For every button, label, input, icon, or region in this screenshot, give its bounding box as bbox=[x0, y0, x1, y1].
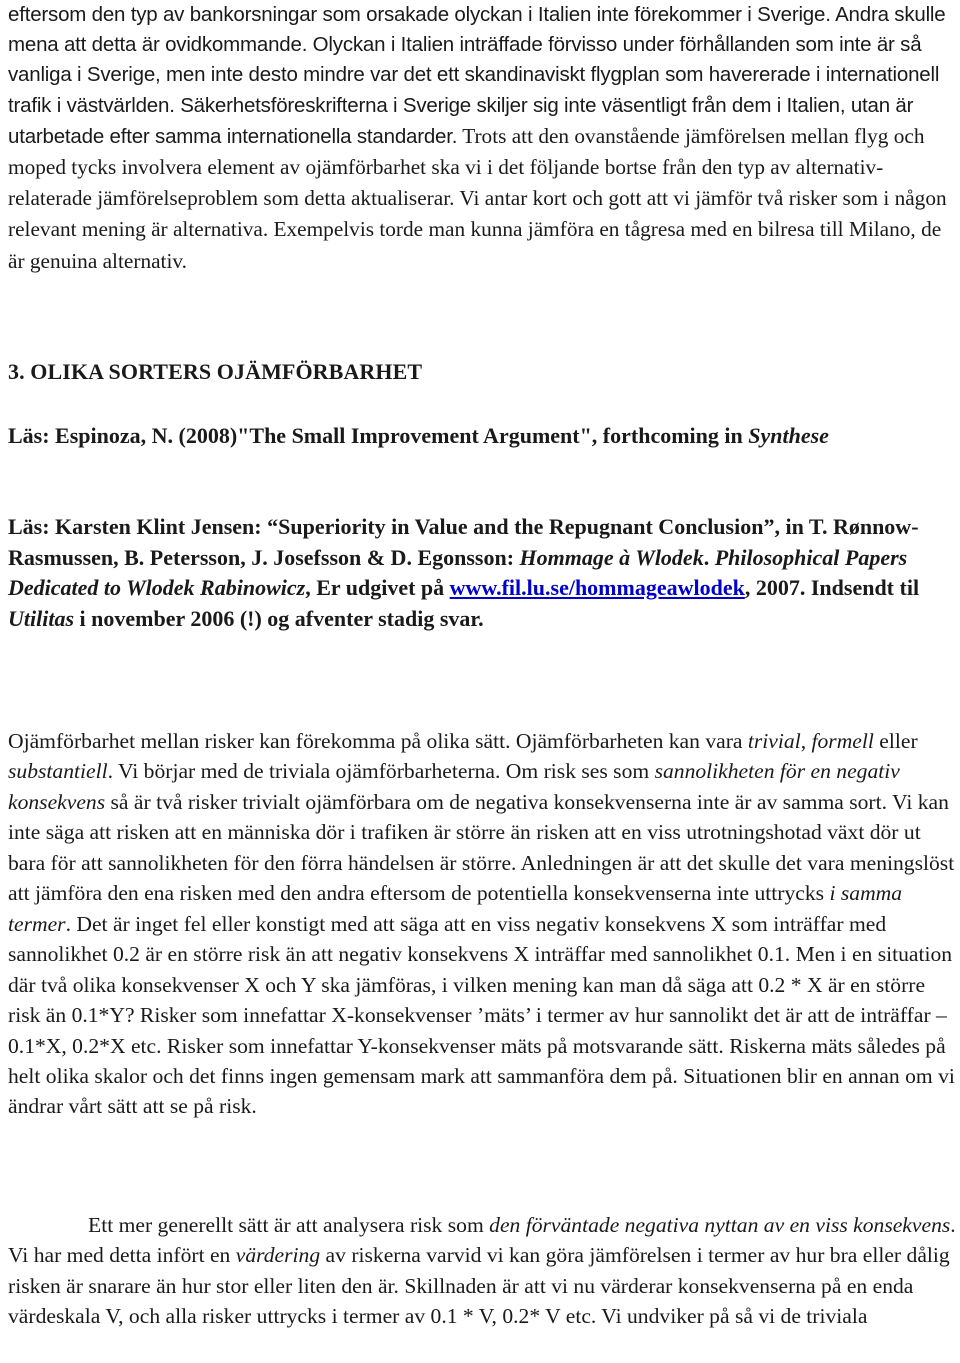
term-probability-definition: sannolikheten för en negativ konsekvens bbox=[8, 759, 900, 814]
journal-utilitas: Utilitas bbox=[8, 605, 75, 631]
reading-espinoza bbox=[8, 420, 956, 451]
reading-jensen-text: Läs: Karsten Klint Jensen: “Superiority in Value and the Repugnant Conclusion”, in T. Rønnow-Rasmussen, B. Petersson, J. Josefsson & D. Egonsson: bbox=[8, 514, 919, 570]
book-subtitle: Philosophical Papers Dedicated to Wlodek Rabinowicz bbox=[8, 544, 908, 600]
reading-espinoza-text: Läs: Espinoza, N. (2008)"The Small Improvement Argument", forthcoming in bbox=[8, 423, 749, 448]
book-title: Hommage à Wlodek bbox=[519, 544, 704, 570]
term-formell: formell bbox=[811, 729, 874, 753]
reading-publisher: , Er udgivet på bbox=[305, 575, 450, 600]
reading-year: , 2007. Indsendt til bbox=[744, 575, 920, 600]
term-expected-negative-utility: den förväntade negativa nyttan av en viss konsekvens bbox=[489, 1213, 951, 1237]
text-run: . Vi börjar med de triviala ojämförbarheterna. Om risk ses som bbox=[107, 759, 655, 784]
paragraph-incomparability bbox=[8, 726, 958, 1122]
term-vardering: värdering bbox=[235, 1243, 321, 1268]
paragraph-intro bbox=[8, 0, 956, 277]
reading-jensen bbox=[8, 512, 956, 634]
term-trivial: trivial bbox=[747, 729, 801, 753]
reading-status: i november 2006 (!) og afventer stadig svar. bbox=[74, 605, 484, 631]
text-run: eller bbox=[873, 729, 918, 753]
text-run: så är två risker trivialt ojämförbara om de negativa konsekvenserna inte är av samma sort. Vi kan inte säga att risken att en människa dör i trafiken är större än risken att en viss utrotningshotad växt dör ut bara för att sannolikheten för den förra händelsen är större. Anledningen är att det skulle det vara meningslöst att jämföra den ena risken med den andra eftersom de potentiella konsekvenserna inte uttrycks bbox=[8, 789, 955, 906]
paragraph-intro-serif: Trots att den ovanstående jämförelsen mellan flyg och moped tycks involvera element av ojämförbarhet ska vi i det följande bortse från den typ av alternativ-relaterade jämförelseproblem som detta aktualiserar. Vi antar kort och gott att vi jämför två risker som i någon relevant mening är alternativa. Exempelvis torde man kunna jämföra en tågresa med en bilresa till Milano, de är genuina alternativ. bbox=[8, 123, 947, 273]
section-heading: 3. OLIKA SORTERS OJÄMFÖRBARHET bbox=[8, 359, 423, 384]
paragraph-intro-sans: eftersom den typ av bankorsningar som orsakade olyckan i Italien inte förekommer i Sverige. Andra skulle mena att detta är ovidkommande. Olyckan i Italien inträffade förvisso under förhållanden som inte är så vanliga i Sverige, men inte desto mindre var det ett skandinaviskt flygplan som havererade i internationell trafik i västvärlden. Säkerhetsföreskrifterna i Sverige skiljer sig inte väsentligt från dem i Italien, utan är utarbetade efter samma internationella standarder. bbox=[8, 3, 946, 148]
text-run: Ojämförbarhet mellan risker kan förekomma på olika sätt. Ojämförbarheten kan vara bbox=[8, 729, 748, 753]
hommage-link[interactable]: www.fil.lu.se/hommageawlodek bbox=[449, 575, 745, 600]
text-run: av riskerna varvid vi kan göra jämförelsen i termer av hur bra eller dålig risken är snarare än hur stor eller liten den är. Skillnaden är att vi nu värderar konsekvenserna på en enda värdeskala V, och alla risker uttrycks i termer av 0.1 * V, 0.2* V etc. Vi undviker på så vi de triviala bbox=[8, 1243, 950, 1329]
text-run: . Vi har med detta infört en bbox=[8, 1213, 956, 1268]
text-run: , bbox=[800, 729, 812, 753]
text-run: Ett mer generellt sätt är att analysera risk som bbox=[88, 1213, 490, 1237]
document-page bbox=[8, 0, 956, 1329]
text-run: . Det är inget fel eller konstigt med att säga att en viss negativ konsekvens X som inträffar med sannolikhet 0.2 är en större risk än att negativ konsekvens X inträffar med sannolikhet 0.1. Men i en situation där två olika konsekvenser X och Y ska jämföras, i vilken mening kan man då säga att 0.2 * X är en större risk än 0.1*Y? Risker som innefattar X-konsekvenser ’mäts’ i termer av hur sannolikt det är att de inträffar – 0.1*X, 0.2*X etc. Risker som innefattar Y-konsekvenser mäts på motsvarande sätt. Riskerna mäts således på helt olika skalor och det finns ingen gemensam mark att sammanföra dem på. Situationen blir en annan om vi ändrar vårt sätt att se på risk. bbox=[8, 911, 955, 1119]
term-same-terms: i samma termer bbox=[8, 881, 903, 936]
reading-sep: . bbox=[703, 544, 715, 570]
term-substantiell: substantiell bbox=[8, 759, 108, 784]
journal-synthese: Synthese bbox=[748, 423, 829, 448]
paragraph-expected-disutility bbox=[8, 1210, 958, 1332]
